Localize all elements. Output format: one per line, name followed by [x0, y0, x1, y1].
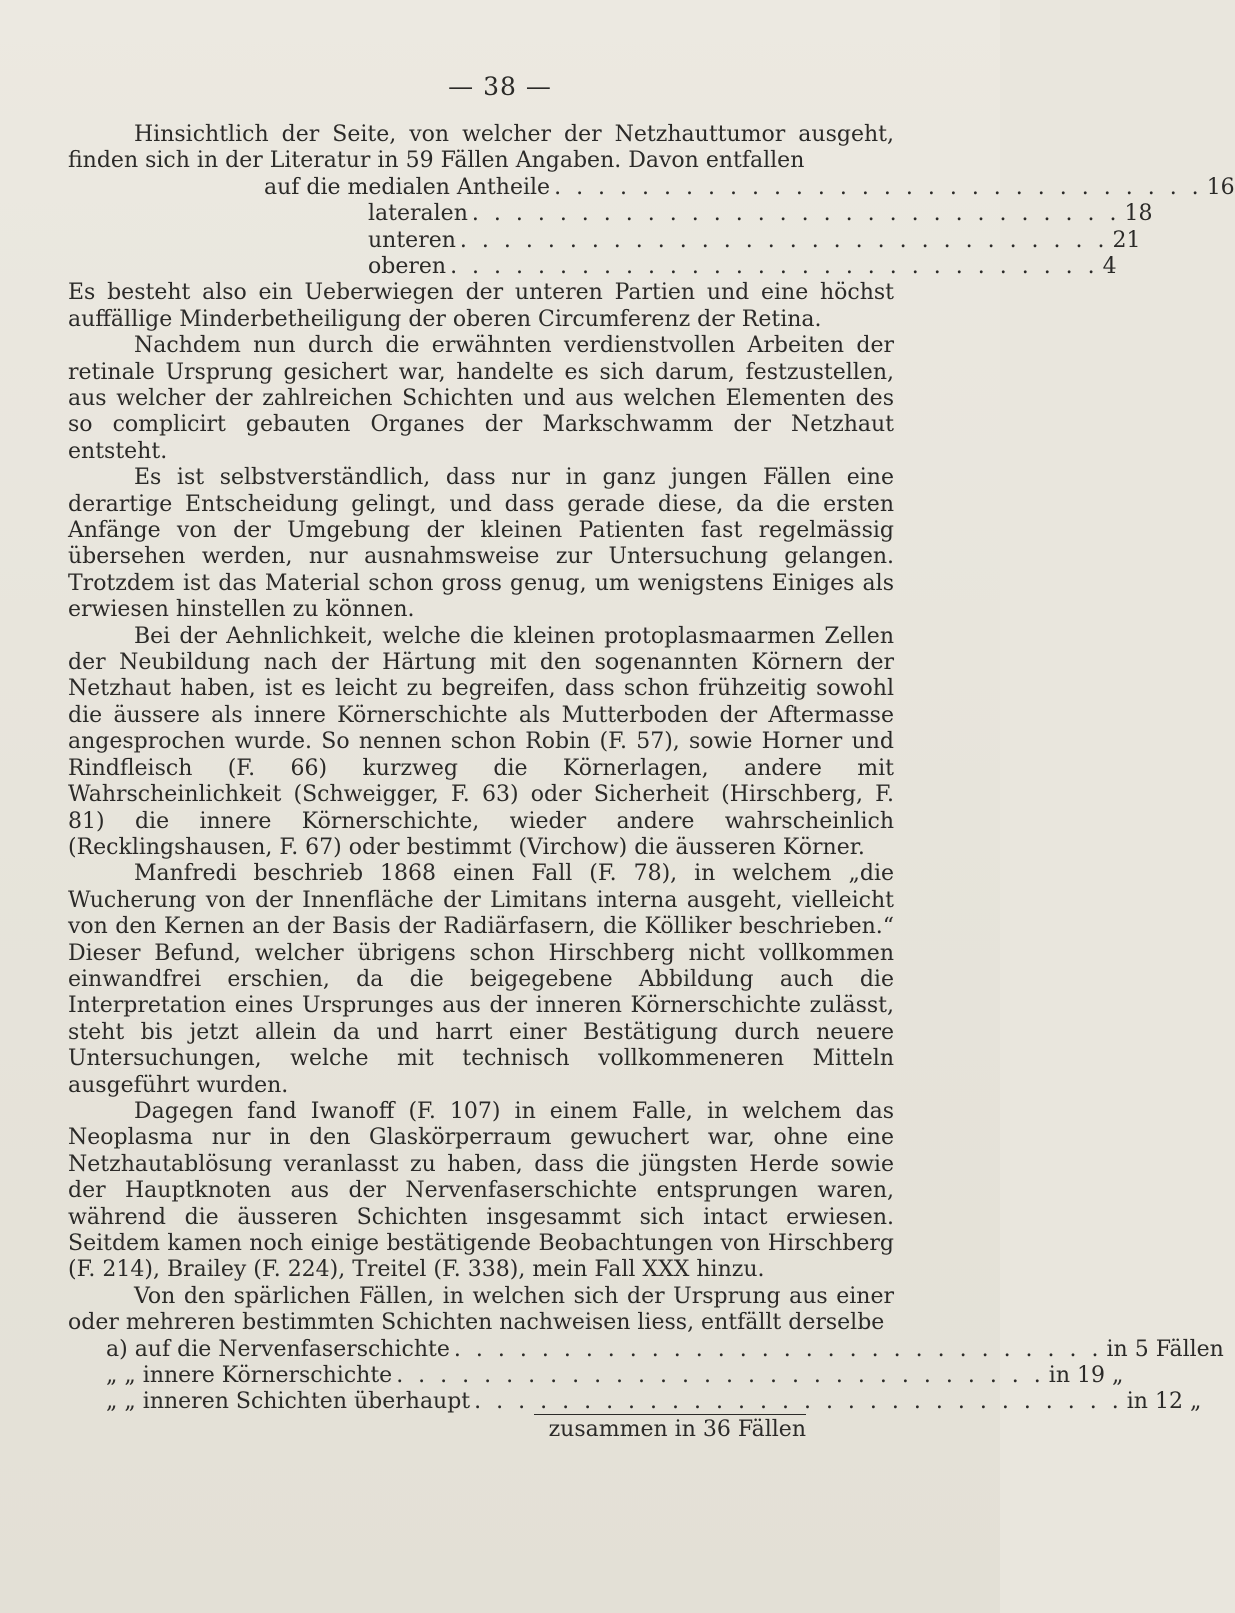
row-value: 4 — [1102, 253, 1117, 279]
table-row — [368, 253, 1117, 280]
row-value: in 19 „ — [1048, 1363, 1124, 1389]
row-value: 18 — [1124, 201, 1153, 227]
paragraph: Von den spärlichen Fällen, in welchen sich der Ursprung aus einer oder mehreren bestimmten Schichten nachweisen liess, entfällt derselbe — [68, 1283, 894, 1336]
leader-dots: . . . . . . . . . . . . . . . . . . . . . . . . . . . . . . — [471, 201, 1121, 227]
leader-dots: . . . . . . . . . . . . . . . . . . . . . . . . . . . . . . — [453, 1336, 1103, 1362]
table-row — [106, 1336, 1224, 1363]
row-label: unteren — [368, 227, 456, 253]
layer-distribution-table — [68, 1336, 1224, 1416]
table-row — [264, 174, 1235, 201]
leader-dots: . . . . . . . . . . . . . . . . . . . . . . . . . . . . . . — [396, 1363, 1045, 1389]
leader-dots: . . . . . . . . . . . . . . . . . . . . . . . . . . . . . . — [459, 227, 1109, 253]
paragraph: Manfredi beschrieb 1868 einen Fall (F. 78), in welchem „die Wucherung von der Innenfläche der Limitans interna ausgeht, vielleicht von den Kernen an der Basis der Radiärfasern, die Kölliker beschrieben.“ Dieser Befund, welcher übrigens schon Hirschberg nicht vollkommen einwandfrei erschien, da die beigegebene Abbildung auch die Interpretation eines Ursprunges aus der inneren Körnerschichte zulässt, steht bis jetzt allein da und harrt einer Bestätigung durch neuere Untersuchungen, welche mit technisch vollkommeneren Mitteln ausgeführt wurden. — [68, 861, 894, 1098]
row-label: „ „ inneren Schichten überhaupt — [106, 1389, 471, 1415]
paragraph: Bei der Aehnlichkeit, welche die kleinen protoplasmaarmen Zellen der Neubildung nach der Härtung mit den sogenannten Körnern der Netzhaut haben, ist es leicht zu begreifen, dass schon frühzeitig sowohl die äussere als innere Körnerschichte als Mutterboden der Aftermasse angesprochen wurde. So nennen schon Robin (F. 57), sowie Horner und Rindfleisch (F. 66) kurzweg die Körnerlagen, andere mit Wahrscheinlichkeit (Schweigger, F. 63) oder Sicherheit (Hirschberg, F. 81) die innere Körnerschichte, wieder andere wahrscheinlich (Recklingshausen, F. 67) oder bestimmt (Virchow) die äusseren Körner. — [68, 623, 894, 860]
table-row — [368, 201, 1153, 227]
page-number: — 38 — — [448, 72, 552, 101]
table-row — [106, 1363, 1124, 1389]
paragraph: Es besteht also ein Ueberwiegen der unteren Partien und eine höchst auffällige Minderbetheiligung der oberen Circumferenz der Retina. — [68, 280, 894, 332]
text-body — [68, 122, 1235, 1444]
table-total — [68, 1416, 894, 1444]
paragraph: Nachdem nun durch die erwähnten verdienstvollen Arbeiten der retinale Ursprung gesichert war, handelte es sich darum, festzustellen, aus welcher der zahlreichen Schichten und aus welchen Elementen des so complicirt gebauten Organes der Markschwamm der Netzhaut entsteht. — [68, 333, 894, 464]
table-row — [368, 227, 1141, 254]
leader-dots: . . . . . . . . . . . . . . . . . . . . . . . . . . . . . . — [450, 253, 1099, 279]
row-label: „ „ innere Körnerschichte — [106, 1363, 393, 1389]
paragraph: Hinsichtlich der Seite, von welcher der Netzhauttumor ausgeht, finden sich in der Literatur in 59 Fällen Angaben. Davon entfallen — [68, 122, 894, 174]
row-label: auf die medialen Antheile — [264, 174, 551, 200]
row-value: 21 — [1112, 227, 1141, 253]
row-value: 16 — [1206, 174, 1235, 200]
table-row — [106, 1389, 1202, 1415]
paragraph: Es ist selbstverständlich, dass nur in ganz jungen Fällen eine derartige Entscheidung gelingt, und dass gerade diese, da die ersten Anfänge von der Umgebung der kleinen Patienten fast regelmässig übersehen werden, nur ausnahmsweise zur Untersuchung gelangen. Trotzdem ist das Material schon gross genug, um wenigstens Einiges als erwiesen hinstellen zu können. — [68, 465, 894, 623]
leader-dots: . . . . . . . . . . . . . . . . . . . . . . . . . . . . . . — [474, 1389, 1123, 1415]
leader-dots: . . . . . . . . . . . . . . . . . . . . . . . . . . . . . . — [554, 174, 1203, 200]
row-value: in 5 Fällen — [1106, 1336, 1224, 1362]
side-distribution-table — [68, 174, 1235, 281]
row-value: in 12 „ — [1126, 1389, 1202, 1415]
row-label: a) auf die Nervenfaserschichte — [106, 1336, 450, 1362]
row-label: lateralen — [368, 201, 468, 227]
row-label: oberen — [368, 253, 447, 279]
paragraph: Dagegen fand Iwanoff (F. 107) in einem Falle, in welchem das Neoplasma nur in den Glaskörperraum gewuchert war, ohne eine Netzhautablösung veranlasst zu haben, dass die jüngsten Herde sowie der Hauptknoten aus der Nervenfaserschichte entsprungen waren, während die äusseren Schichten insgesammt sich intact erwiesen. Seitdem kamen noch einige bestätigende Beobachtungen von Hirschberg (F. 214), Brailey (F. 224), Treitel (F. 338), mein Fall XXX hinzu. — [68, 1098, 894, 1283]
total-label: zusammen in 36 Fällen — [534, 1414, 806, 1443]
